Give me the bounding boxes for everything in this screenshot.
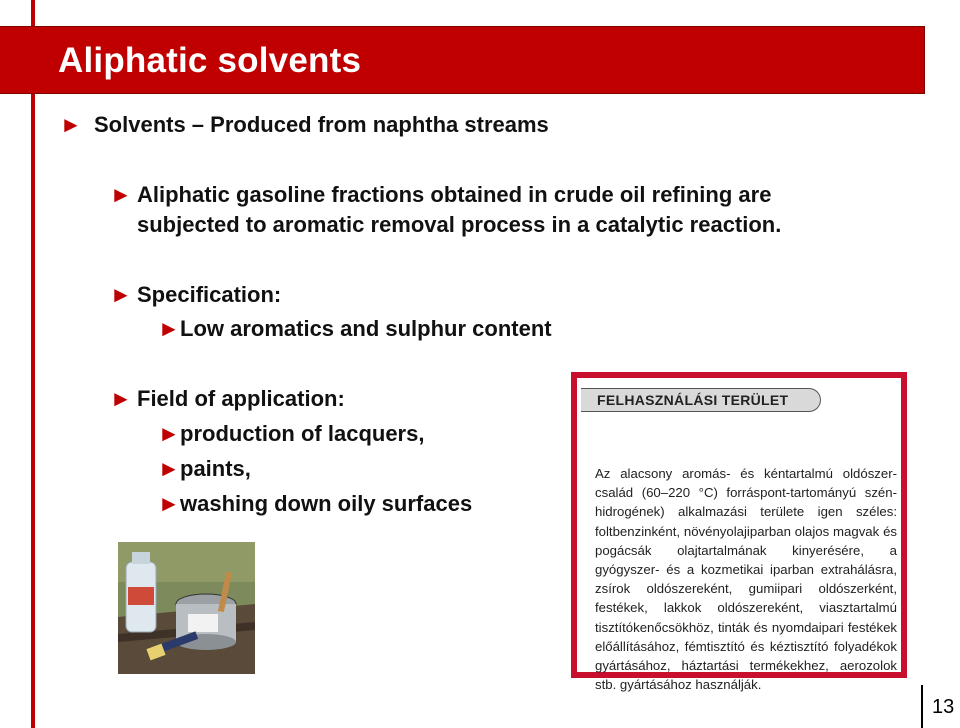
bullet-field-of-application [110, 384, 345, 414]
bullet-text: Aliphatic gasoline fractions obtained in crude oil refining are [137, 182, 772, 207]
bullet-aliphatic-continuation: subjected to aromatic removal process in a catalytic reaction. [137, 212, 782, 237]
bullet-solvents [60, 110, 549, 140]
bullet-specification [110, 280, 281, 310]
document-excerpt-header [581, 388, 821, 412]
bullet-arrow-icon: ► [158, 491, 180, 516]
bullet-text: Low aromatics and sulphur content [180, 316, 552, 341]
bullet-text: Specification: [137, 282, 282, 307]
left-accent-rule [31, 0, 35, 728]
bullet-text: paints, [180, 456, 251, 481]
bullet-arrow-icon: ► [60, 112, 82, 137]
bullet-text: washing down oily surfaces [180, 491, 473, 516]
document-excerpt-frame [571, 372, 907, 693]
sub-bullet-washing [158, 489, 472, 519]
bullet-arrow-icon: ► [110, 182, 132, 207]
title-bar [0, 26, 925, 94]
slide-title: Aliphatic solvents [58, 41, 362, 80]
document-excerpt-body: Az alacsony aromás- és kéntartalmú oldószer-család (60–220 °C) forráspont-tartományú szén-hidrogének) alkalmazási területe igen széles: foltbenzinként, növényolajiparban olajos magvak és pogácsák olajtartalmának kinyerésére, a gyógyszer- és a kozmetikai iparban extrahálásra, zsírok oldószereként, gumiipari oldószerként, festékek, lakkok oldószereként, viasztartalmú tisztítókenőcsökhöz, tinták és nyomdaipari festékek előállításához, fémtisztító és kéztisztító folyadékok gyártásához, háztartási termékekhez, aerozolok stb. gyártásához használják. [595, 466, 897, 693]
bullet-arrow-icon: ► [110, 282, 132, 307]
sub-bullet-lacquers [158, 419, 424, 449]
bullet-text: Solvents – Produced from naphtha streams [94, 112, 549, 137]
bullet-arrow-icon: ► [158, 316, 180, 341]
bullet-arrow-icon: ► [158, 421, 180, 446]
bullet-arrow-icon: ► [158, 456, 180, 481]
sub-bullet-spec-item [158, 314, 552, 344]
photo-illustration [118, 542, 255, 674]
solvent-cans-photo [118, 542, 255, 674]
sub-bullet-paints [158, 454, 251, 484]
bullet-text: production of lacquers, [180, 421, 425, 446]
page-number-divider [921, 685, 923, 728]
bullet-arrow-icon: ► [110, 386, 132, 411]
bullet-text: Field of application: [137, 386, 345, 411]
bullet-aliphatic [110, 180, 771, 210]
page-number: 13 [932, 696, 955, 718]
document-excerpt-header-text: FELHASZNÁLÁSI TERÜLET [597, 392, 789, 408]
